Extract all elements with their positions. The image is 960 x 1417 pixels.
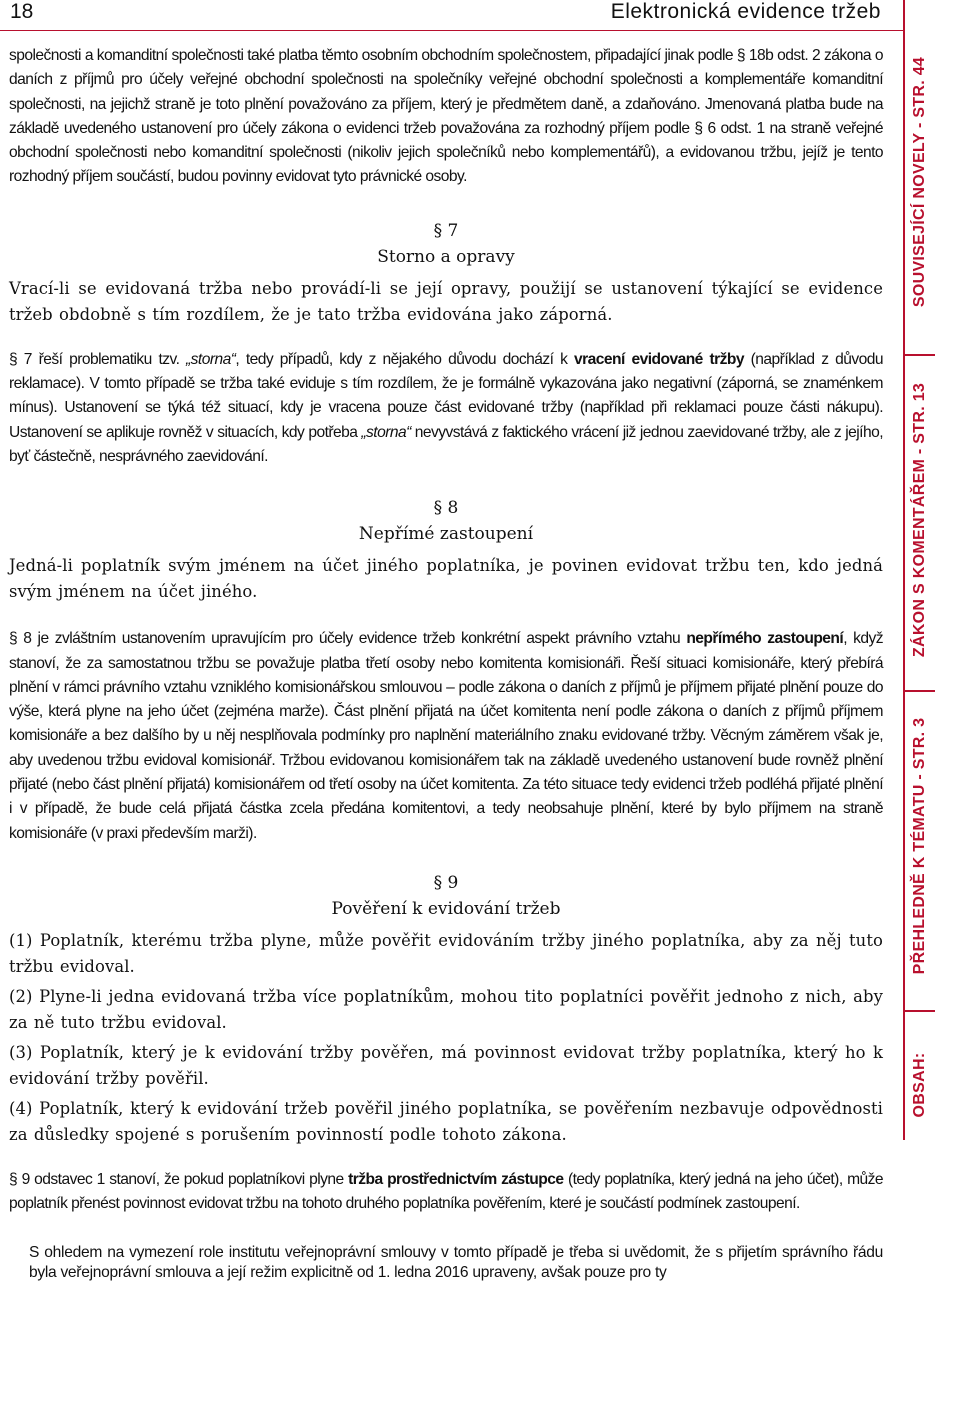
section-9-paragraph-4: (4) Poplatník, který k evidování tržeb pověřil jiného poplatníka, se pověřením nezbavuje odpovědnosti za důsledky spojené s porušením povinností podle tohoto zákona.: [9, 1098, 883, 1144]
footnote: S ohledem na vymezení role institutu veřejnoprávní smlouvy v tomto případě je třeba si uvědomit, že s přijetím správního řádu byla veřejnoprávní smlouva a její režim explicitně od 1. ledna 2016 upraveny, avšak pouze pro ty: [29, 1243, 883, 1282]
intro-text-b: Jmenovaná platba bude na základě uvedeného ustanovení pro účely zákona o evidenci tržeb považována za rozhodný příjem podle § 6 odst. 1 na straně veřejné obchodní společnosti nebo komanditní společnosti (nikoliv jejich společníků nebo komplementářů), a evidovanou tržbu, jejíž je tento rozhodný příjem součástí, budou povinny evidovat tyto právnické osoby.: [9, 95, 883, 186]
section-9-title: Pověření k evidování tržeb: [331, 898, 561, 919]
s7-commentary-part: (například z důvodu reklamace). V tomto případě se tržba také eviduje s tím rozdílem, že je formálně vykazována jako negativní (záporná, se znaménkem mínus). Ustanovení se týká též situací, kdy je vracena pouze část evidované tržby (například při reklamaci pouze části nákupu). Ustanovení se aplikuje rovněž v situacích, kdy potřeba: [9, 350, 883, 441]
section-9-commentary: [9, 1168, 883, 1217]
sidebar-tick: [905, 354, 935, 356]
sidebar-link-prehledne[interactable]: PŘEHLEDNĚ K TÉMATU - STR. 3: [911, 717, 928, 975]
s7-commentary-bold: vracení evidované tržby: [574, 350, 744, 368]
main-text: [9, 44, 883, 1284]
sidebar-link-novely[interactable]: SOUVISEJÍCÍ NOVELY - STR. 44: [911, 56, 928, 308]
s8-commentary-part: , když stanoví, že za samostatnou tržbu se považuje platba třetí osoby nebo komitenta komisionáři. Řeší situaci komisionáře, který přebírá plnění v rámci právního vztahu vzniklého komisionářskou smlouvou – podle zákona o daních z příjmů je příjmem přijaté plnění pouze do výše, která plyne na jeho účet (zejména marže). Část plnění přijatá na účet komitenta není podle zákona o daních z příjmů příjmem komisionáře a bez dalšího by u něj nesplňovala podmínky pro naplnění materiálního znaku evidované tržby. Věcným záměrem však je, aby uvedenou tržbu evidoval komisionář. Tržbou evidovanou komisionářem tak na základě uvedeného ustanovení bude rovněž plnění přijaté (nebo část plnění přijatá) komisionářem od třetí osoby na účet komitenta. Za této situace tedy evidenci tržeb podléhá přijaté plnění i v případě, že bude celá přijatá částka zcela předána komitentovi, a tedy neobsahuje plnění, které by bylo příjmem na straně komisionáře (v praxi především marži).: [9, 630, 883, 842]
s8-commentary-part: § 8 je zvláštním ustanovením upravujícím pro účely evidence tržeb konkrétní aspekt právního vztahu: [9, 630, 687, 648]
s8-commentary-bold: nepřímého zastoupení: [686, 630, 844, 648]
intro-text-a: společnosti a komanditní společnosti také platba těmto osobním obchodním společnostem, připadající jinak podle § 18b odst. 2 zákona o daních z příjmů pro účely veřejné obchodní společnosti na společníky veřejné obchodní společnosti a komplementáře komanditní společnosti, na jejichž straně je toto plnění považováno za příjem, který je předmětem daně, a zdaňováno.: [9, 47, 883, 113]
running-title: Elektronická evidence tržeb: [610, 0, 881, 23]
s9-commentary-part: § 9 odstavec 1 stanoví, že pokud poplatníkovi plyne: [9, 1170, 349, 1188]
s7-commentary-part: § 7 řeší problematiku tzv.: [9, 350, 187, 368]
s7-commentary-italic: „storna“: [186, 350, 236, 368]
sidebar-link-zakon[interactable]: ZÁKON S KOMENTÁŘEM - STR. 13: [911, 382, 928, 658]
page-number: 18: [10, 0, 34, 23]
sidebar-tick: [905, 690, 935, 692]
section-8-number: § 8: [433, 498, 459, 519]
s9-commentary-bold: tržba prostřednictvím zástupce: [348, 1170, 564, 1188]
section-7-law-text: Vrací-li se evidovaná tržba nebo provádí-li se její opravy, použijí se ustanovení týkající se evidence tržeb obdobně s tím rozdílem, že je tato tržba evidována jako záporná.: [9, 278, 883, 324]
intro-paragraph: [9, 44, 883, 190]
section-7-number: § 7: [433, 220, 459, 241]
section-8-law-text: Jedná-li poplatník svým jménem na účet jiného poplatníka, je povinen evidovat tržbu ten, kdo jedná svým jménem na účet jiného.: [9, 556, 883, 602]
section-9-paragraph-3: (3) Poplatník, který je k evidování tržby pověřen, má povinnost evidovat tržby poplatníka, který ho k evidování tržby pověřil.: [9, 1042, 883, 1088]
section-8-title: Nepřímé zastoupení: [358, 524, 534, 545]
section-7-title: Storno a opravy: [377, 246, 515, 267]
sidebar-divider: [903, 0, 905, 1140]
section-9-number: § 9: [433, 872, 459, 893]
sidebar-tick: [905, 1010, 935, 1012]
section-8-commentary: [9, 627, 883, 846]
page-header: [0, 0, 903, 31]
s7-commentary-part: , tedy případů, kdy z nějakého důvodu dochází k: [235, 350, 575, 368]
section-7-commentary: [9, 348, 883, 469]
s9-commentary-part: (tedy poplatníka, který jedná na jeho účet), může poplatník přenést povinnost evidovat tržbu na tohoto druhého poplatníka pověřením, které je součástí podmínek zastoupení.: [9, 1170, 884, 1213]
sidebar-obsah-label: OBSAH:: [911, 1052, 928, 1118]
s7-commentary-part: nevyvstává z faktického vrácení již jednou zaevidované tržby, ale z jejího, byť částečně, nesprávného zaevidování.: [9, 423, 883, 465]
section-9-paragraph-2: (2) Plyne-li jedna evidovaná tržba více poplatníkům, mohou tito poplatníci pověřit jednoho z nich, aby za ně tuto tržbu evidoval.: [9, 986, 883, 1032]
section-9-paragraph-1: (1) Poplatník, kterému tržba plyne, může pověřit evidováním tržby jiného poplatníka, aby za něj tuto tržbu evidoval.: [9, 930, 883, 976]
s7-commentary-italic: „storna“: [361, 423, 411, 441]
